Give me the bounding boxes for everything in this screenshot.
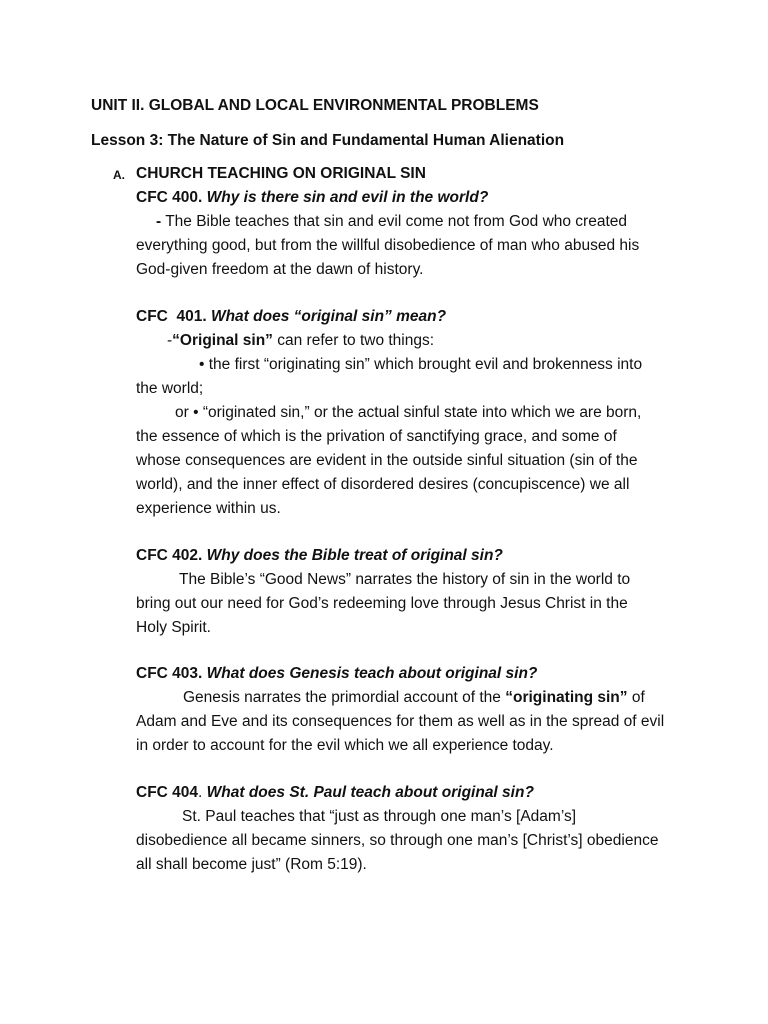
cfc-401-line-8: experience within us. <box>136 500 281 517</box>
cfc-402-question: Why does the Bible treat of original sin? <box>206 547 503 564</box>
cfc-404-label: CFC 404 <box>136 784 199 801</box>
section-marker: A. <box>113 168 125 182</box>
cfc-402-line-2: bring out our need for God’s redeeming love through Jesus Christ in the <box>136 595 628 612</box>
cfc-401-question: What does “original sin” mean? <box>210 308 447 325</box>
cfc-403-line-1 <box>183 686 645 710</box>
cfc-400-dash: - <box>156 213 162 230</box>
cfc-401-line-1 <box>167 329 434 353</box>
cfc-403-label: CFC 403. <box>136 665 203 682</box>
cfc-404-label-dot: . <box>198 784 203 801</box>
cfc-401-line-7: world), and the inner effect of disordered desires (concupiscence) we all <box>136 476 630 493</box>
cfc-401-label: CFC 401. <box>136 308 207 325</box>
cfc-400-heading <box>136 186 488 210</box>
cfc-402-label: CFC 402. <box>136 547 203 564</box>
cfc-400-question: Why is there sin and evil in the world? <box>206 189 489 206</box>
cfc-401-line-5: the essence of which is the privation of sanctifying grace, and some of <box>136 428 617 445</box>
cfc-401-heading <box>136 305 446 329</box>
cfc-404-heading <box>136 781 534 805</box>
cfc-402-line-1: The Bible’s “Good News” narrates the history of sin in the world to <box>179 571 631 588</box>
cfc-404-line-2: disobedience all became sinners, so through one man’s [Christ’s] obedience <box>136 832 659 849</box>
cfc-403-heading <box>136 662 537 686</box>
cfc-404-question: What does St. Paul teach about original sin? <box>206 784 534 801</box>
cfc-401-term: “Original sin” <box>172 332 273 349</box>
cfc-403-line-2: Adam and Eve and its consequences for them as well as in the spread of evil <box>136 713 665 730</box>
cfc-404-line-3: all shall become just” (Rom 5:19). <box>136 856 367 873</box>
cfc-400-line-1 <box>156 210 627 234</box>
cfc-403-text-1a: Genesis narrates the primordial account of the <box>183 689 506 706</box>
unit-title: UNIT II. GLOBAL AND LOCAL ENVIRONMENTAL PROBLEMS <box>91 97 539 114</box>
cfc-403-term: “originating sin” <box>505 689 628 706</box>
cfc-401-line-4: or • “originated sin,” or the actual sinful state into which we are born, <box>175 404 642 421</box>
cfc-401-line-6: whose consequences are evident in the outside sinful situation (sin of the <box>136 452 638 469</box>
cfc-401-line-2: • the first “originating sin” which brought evil and brokenness into <box>199 356 643 373</box>
cfc-403-text-1b: of <box>627 689 645 706</box>
lesson-title: Lesson 3: The Nature of Sin and Fundamental Human Alienation <box>91 132 565 149</box>
cfc-403-question: What does Genesis teach about original sin? <box>206 665 538 682</box>
cfc-402-line-3: Holy Spirit. <box>136 619 211 636</box>
cfc-401-dash: - <box>167 332 173 349</box>
cfc-400-line-3: God-given freedom at the dawn of history. <box>136 261 424 278</box>
cfc-400-label: CFC 400. <box>136 189 203 206</box>
cfc-401-text-1: can refer to two things: <box>272 332 435 349</box>
cfc-403-line-3: in order to account for the evil which we all experience today. <box>136 737 554 754</box>
cfc-402-heading <box>136 544 503 568</box>
cfc-404-line-1: St. Paul teaches that “just as through one man’s [Adam’s] <box>182 808 577 825</box>
cfc-401-line-3: the world; <box>136 380 204 397</box>
section-heading: CHURCH TEACHING ON ORIGINAL SIN <box>136 165 426 182</box>
cfc-400-text-1: The Bible teaches that sin and evil come not from God who created <box>165 213 628 230</box>
cfc-400-line-2: everything good, but from the willful disobedience of man who abused his <box>136 237 640 254</box>
